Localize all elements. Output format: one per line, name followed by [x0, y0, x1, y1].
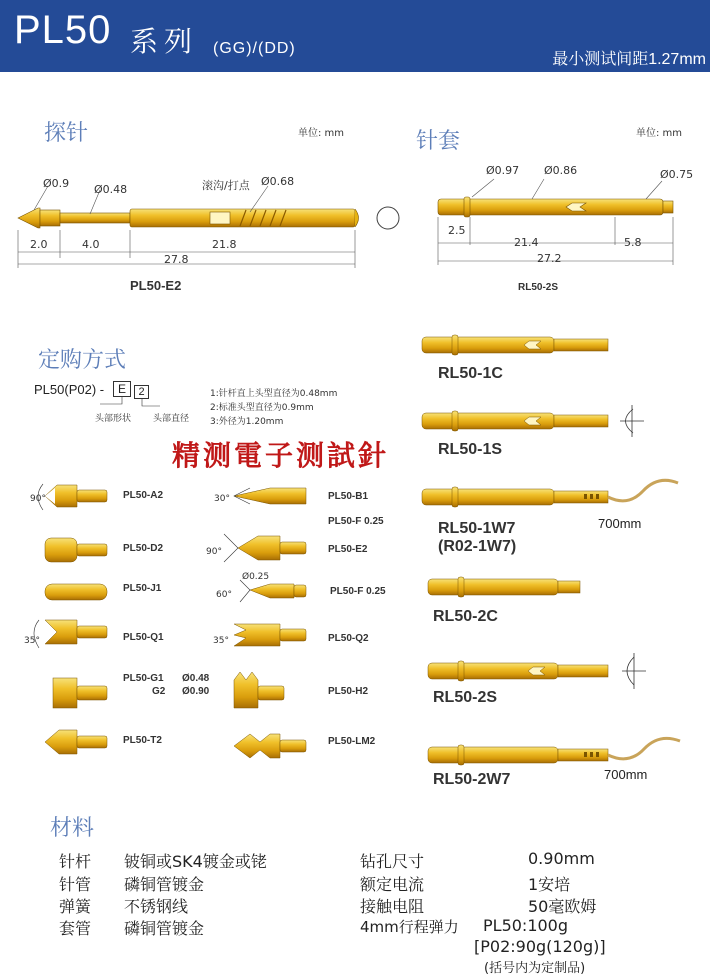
socket-unit: 单位: mm [636, 128, 683, 139]
receptacle-2w7-label: RL50-2W7 [433, 771, 511, 788]
wire-length-1: 700mm [598, 516, 642, 531]
socket-dim-d3: Ø0.75 [660, 168, 694, 181]
receptacle-2s-label: RL50-2S [433, 689, 498, 706]
order-note-1: 1:针杆直上头型直径为0.48mm [210, 389, 338, 399]
header-banner [0, 0, 710, 72]
order-box-diameter: 2 [134, 385, 149, 399]
tip-g2-label: G2 [152, 686, 166, 697]
order-note-3: 3:外径为1.20mm [210, 417, 284, 427]
order-note-2: 2:标准头型直径为0.9mm [210, 403, 314, 413]
receptacle-1c-label: RL50-1C [438, 365, 503, 382]
order-label-shape: 头部形状 [95, 414, 132, 424]
material-value-3: 不锈钢线 [124, 897, 189, 916]
probe-len-1: 2.0 [30, 238, 48, 251]
tips-left-drawings [25, 480, 115, 760]
spec-label-4: 4mm行程弹力 [360, 918, 459, 936]
receptacle-2c-label: RL50-2C [433, 608, 498, 625]
probe-dim-d1: Ø0.9 [43, 177, 70, 190]
material-part-2: 针管 [59, 875, 92, 894]
spec-label-3: 接触电阻 [360, 897, 425, 916]
tip-e2-label: PL50-E2 [328, 544, 368, 555]
material-heading: 材料 [50, 816, 95, 841]
watermark-text: 精测電子测試針 [172, 439, 390, 472]
probe-heading: 探针 [44, 121, 89, 146]
material-part-4: 套管 [59, 919, 92, 938]
tip-b1-label: PL50-B1 [328, 491, 369, 502]
order-code: PL50(P02) - [34, 382, 105, 397]
tip-h2-label: PL50-H2 [328, 686, 369, 697]
socket-len-2: 21.4 [514, 236, 539, 249]
order-label-diameter: 头部直径 [153, 414, 190, 424]
spec-value-4: PL50:100g [483, 916, 569, 935]
socket-model: RL50-2S [518, 282, 559, 293]
tips-right-drawings [210, 480, 320, 770]
socket-drawing [432, 165, 702, 275]
order-box-shape: E [113, 381, 131, 397]
spec-value-3: 50毫欧姆 [528, 897, 597, 916]
spec-value-1: 0.90mm [528, 849, 595, 868]
tip-b1-angle: 30° [214, 494, 230, 504]
spec-label-1: 钻孔尺寸 [360, 852, 425, 871]
material-value-1: 铍铜或SK4镀金或铑 [124, 852, 267, 871]
product-title: PL50 [14, 8, 112, 52]
material-part-3: 弹簧 [59, 897, 92, 916]
spec-label-2: 额定电流 [360, 875, 425, 894]
tip-g2-diameter: Ø0.90 [182, 686, 210, 697]
material-value-2: 磷铜管镀金 [124, 875, 205, 894]
tip-f-angle: 60° [216, 590, 232, 600]
receptacle-1s-label: RL50-1S [438, 441, 503, 458]
spec-value-2: 1安培 [528, 875, 571, 894]
order-heading: 定购方式 [38, 348, 127, 373]
probe-len-total: 27.8 [164, 253, 189, 266]
material-part-1: 针杆 [59, 852, 92, 871]
tip-t2-label: PL50-T2 [123, 735, 162, 746]
receptacle-1w7-label: RL50-1W7 [438, 520, 516, 537]
wire-length-2: 700mm [604, 767, 648, 782]
probe-unit: 单位: mm [298, 128, 345, 139]
order-pointer-lines [100, 396, 170, 410]
socket-len-3: 5.8 [624, 236, 642, 249]
tip-f025-label-a: PL50-F 0.25 [328, 516, 384, 527]
tip-q2-angle: 35° [213, 636, 229, 646]
probe-knurl-label: 滚沟/打点 [202, 179, 250, 192]
tip-g1-label: PL50-G1 [123, 673, 164, 684]
tip-a2-label: PL50-A2 [123, 490, 164, 501]
probe-len-3: 21.8 [212, 238, 237, 251]
socket-len-total: 27.2 [537, 252, 562, 265]
tip-q1-label: PL50-Q1 [123, 632, 164, 643]
tip-f-diameter: Ø0.25 [242, 572, 270, 582]
spec-extra-1: [P02:90g(120g)] [474, 937, 606, 956]
socket-heading: 针套 [416, 129, 461, 154]
series-label: 系列 [130, 25, 199, 58]
tip-d2-label: PL50-D2 [123, 543, 164, 554]
tip-g1-diameter: Ø0.48 [182, 673, 210, 684]
tip-q2-label: PL50-Q2 [328, 633, 369, 644]
socket-dim-d1: Ø0.97 [486, 164, 520, 177]
socket-len-1: 2.5 [448, 224, 466, 237]
tip-lm2-label: PL50-LM2 [328, 736, 376, 747]
probe-len-2: 4.0 [82, 238, 100, 251]
tip-e2-angle: 90° [206, 547, 222, 557]
pitch-label: 最小测试间距1.27mm [552, 51, 706, 68]
tip-q1-angle: 35° [24, 636, 40, 646]
spec-extra-2: (括号内为定制品) [484, 961, 586, 976]
tip-f025-label-b: PL50-F 0.25 [330, 586, 386, 597]
type-label: (GG)/(DD) [213, 40, 296, 57]
probe-dim-d3: Ø0.68 [261, 175, 295, 188]
probe-model: PL50-E2 [130, 278, 182, 293]
tip-j1-label: PL50-J1 [123, 583, 162, 594]
probe-dim-d2: Ø0.48 [94, 183, 128, 196]
socket-dim-d2: Ø0.86 [544, 164, 578, 177]
receptacle-r02-label: (R02-1W7) [438, 538, 517, 555]
tip-a2-angle: 90° [30, 494, 46, 504]
material-value-4: 磷铜管镀金 [124, 919, 205, 938]
